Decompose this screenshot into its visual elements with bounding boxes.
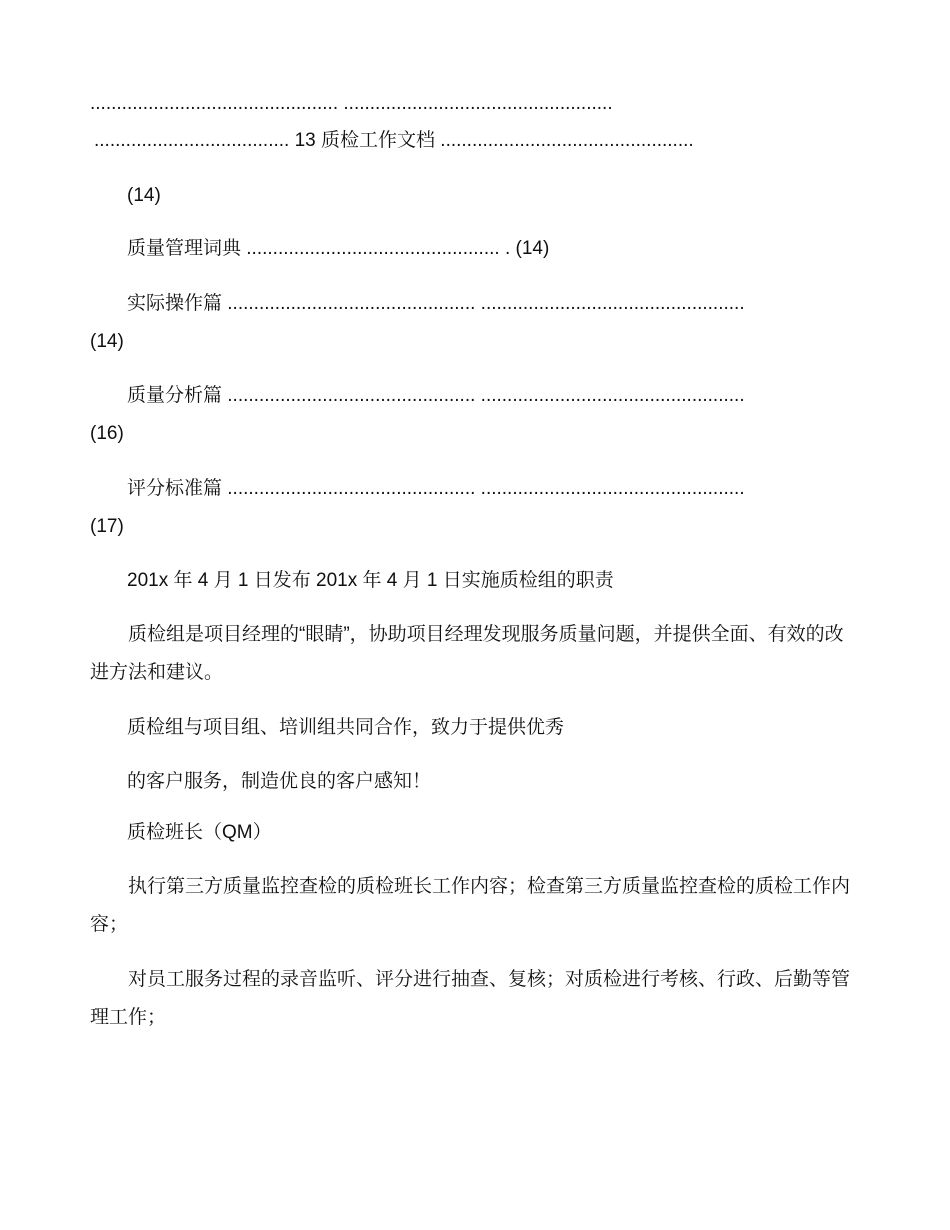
paragraph-cooperation: 质检组与项目组、培训组共同合作，致力于提供优秀 — [127, 717, 565, 738]
toc-page-number: (14) — [127, 185, 161, 206]
release-line: 201x 年 4 月 1 日发布 201x 年 4 月 1 日实施质检组的职责 — [127, 570, 614, 591]
toc-page-number: (17) — [90, 516, 124, 537]
paragraph-role: 质检组是项目经理的“眼睛”，协助项目经理发现服务质量问题，并提供全面、有效的改进方法和建议。 — [90, 624, 844, 683]
toc-entry-scoring: 评分标准篇 ............................................... .................................................. — [127, 478, 745, 499]
section-heading-qm: 质检班长（QM） — [127, 822, 272, 843]
toc-dotted-line: ............................................... ................................................... — [90, 93, 613, 114]
paragraph-qm-review: 对员工服务过程的录音监听、评分进行抽查、复核；对质检进行考核、行政、后勤等管理工作； — [90, 969, 851, 1028]
toc-entry-analysis: 质量分析篇 ............................................... .................................................. — [127, 385, 745, 406]
toc-entry-practice: 实际操作篇 ............................................... .................................................. — [127, 293, 745, 314]
toc-entry-glossary: 质量管理词典 ................................................ . (14) — [127, 238, 550, 259]
toc-page-number: (16) — [90, 423, 124, 444]
toc-entry-13-quality-docs: ..................................... 13 质检工作文档 ................................................ — [94, 130, 694, 151]
toc-page-number: (14) — [90, 331, 124, 352]
paragraph-customer: 的客户服务，制造优良的客户感知！ — [127, 771, 432, 792]
paragraph-qm-duties: 执行第三方质量监控查检的质检班长工作内容；检查第三方质量监控查检的质检工作内容； — [90, 876, 851, 935]
